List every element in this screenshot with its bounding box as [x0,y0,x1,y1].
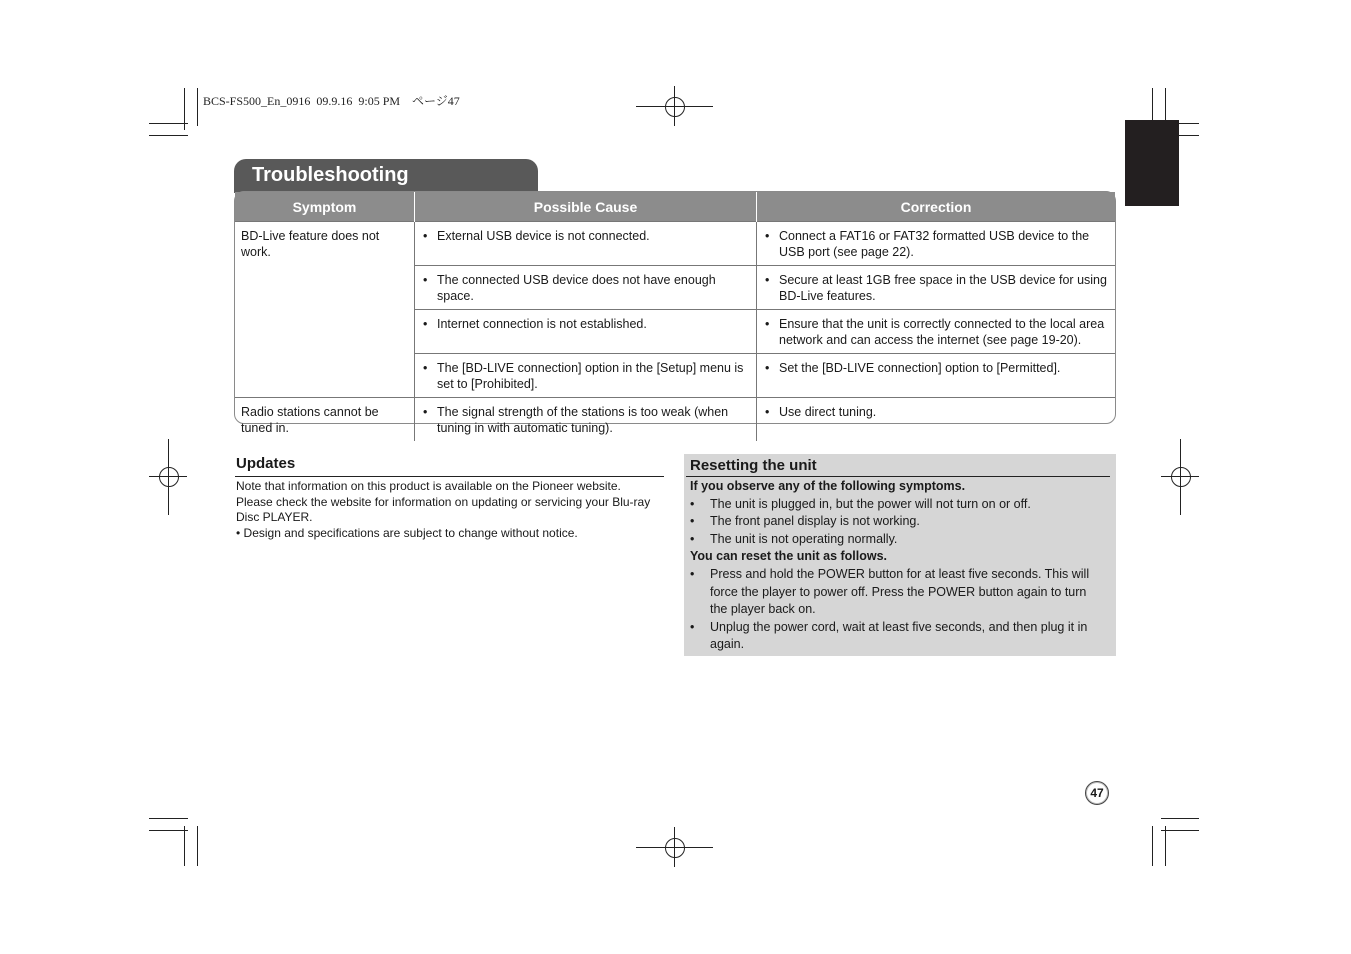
list-item: • The unit is not operating normally. [690,531,898,546]
column-header-correction: Correction [757,192,1116,222]
list-item: • Press and hold the POWER button for at least five seconds. This will force the player to power off. Press the POWER button again to turn the player back on. [690,566,1090,617]
symptom-cell: BD-Live feature does not work. [235,222,415,398]
correction-cell: • Use direct tuning. [757,398,1116,442]
table-row [235,222,1115,266]
updates-line: Note that information on this product is available on the Pioneer website. [236,479,621,493]
cause-cell: • The connected USB device does not have enough space. [415,266,757,310]
page-title: Troubleshooting [252,164,409,186]
reset-body [690,478,1106,654]
updates-line: • Design and specifications are subject to change without notice. [236,525,578,540]
page-number: 47 [1085,781,1109,805]
correction-cell: • Secure at least 1GB free space in the USB device for using BD-Live features. [757,266,1116,310]
cause-cell: • The signal strength of the stations is too weak (when tuning in with automatic tuning). [415,398,757,442]
correction-cell: • Connect a FAT16 or FAT32 formatted USB device to the USB port (see page 22). [757,222,1116,266]
troubleshooting-table [234,191,1116,435]
print-slug: BCS-FS500_En_0916 09.9.16 9:05 PM ページ47 [203,94,460,108]
updates-line: Please check the website for information on updating or servicing your Blu-ray Disc PLAYER. [236,494,651,524]
reset-steps-heading: You can reset the unit as follows. [690,549,888,564]
reset-divider [686,476,1110,477]
list-item: • The front panel display is not working. [690,514,920,529]
symptom-cell: Radio stations cannot be tuned in. [235,398,415,442]
table-row [235,398,1115,442]
column-header-possible-cause: Possible Cause [415,192,757,222]
updates-divider [235,476,664,477]
cause-cell: • External USB device is not connected. [415,222,757,266]
updates-body [236,479,666,541]
updates-heading: Updates [236,455,296,472]
column-header-symptom: Symptom [235,192,415,222]
list-item: • Unplug the power cord, wait at least five seconds, and then plug it in again. [690,619,1088,652]
reset-heading: Resetting the unit [690,457,817,474]
correction-cell: • Ensure that the unit is correctly connected to the local area network and can access the internet (see page 19-20). [757,310,1116,354]
correction-cell: • Set the [BD-LIVE connection] option to [Permitted]. [757,354,1116,398]
section-tab-marker [1125,120,1179,206]
cause-cell: • Internet connection is not established. [415,310,757,354]
observe-heading: If you observe any of the following symptoms. [690,479,966,493]
cause-cell: • The [BD-LIVE connection] option in the [Setup] menu is set to [Prohibited]. [415,354,757,398]
list-item: • The unit is plugged in, but the power will not turn on or off. [690,496,1031,511]
